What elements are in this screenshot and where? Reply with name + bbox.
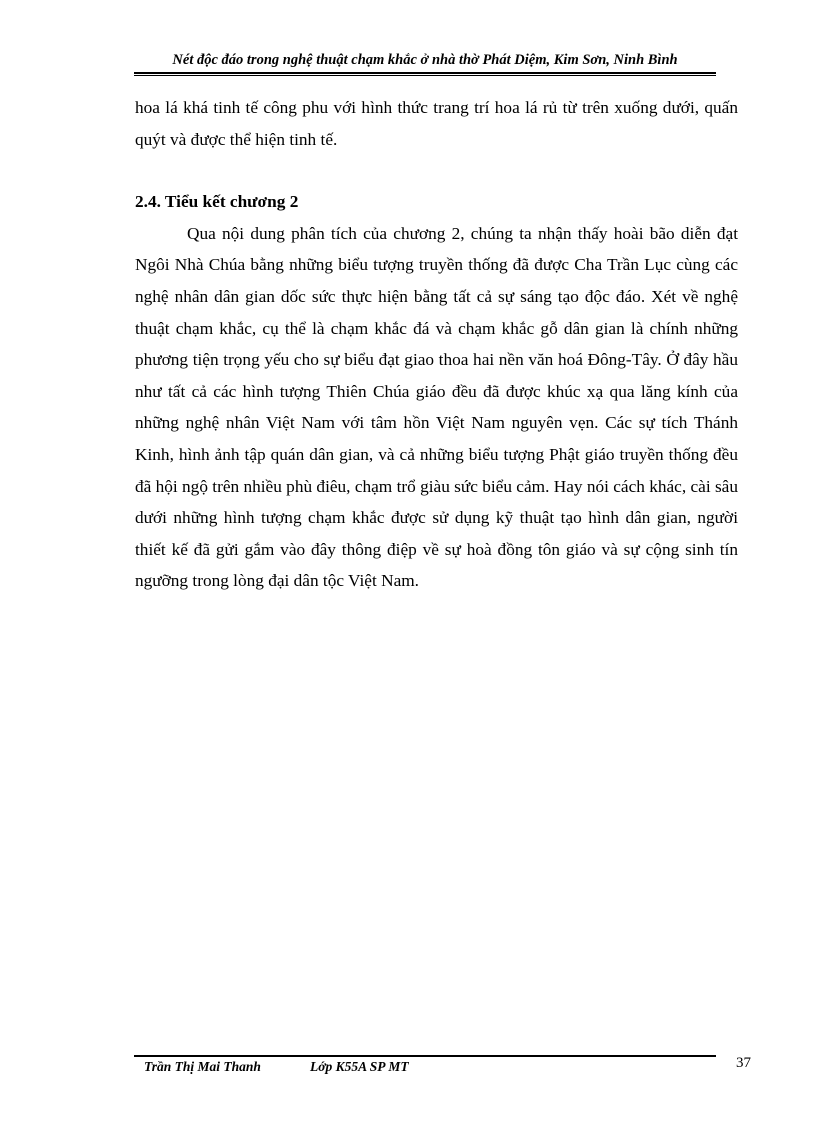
footer-class: Lớp K55A SP MT <box>310 1059 409 1074</box>
footer-divider <box>134 1055 716 1057</box>
header-title: Nét độc đáo trong nghệ thuật chạm khắc ở nhà thờ Phát Diệm, Kim Sơn, Ninh Bình <box>172 52 678 68</box>
paragraph-1: hoa lá khá tinh tế công phu với hình thức trang trí hoa lá rủ từ trên xuống dưới, quấn quýt và được thể hiện tinh tế. <box>135 98 738 149</box>
paragraph-2: Qua nội dung phân tích của chương 2, chúng ta nhận thấy hoài bão diễn đạt Ngôi Nhà Chúa bằng những biểu tượng truyền thống đã được Cha Trần Lục cùng các nghệ nhân dân gian dốc sức thực hiện bằng tất cả sự sáng tạo độc đáo. Xét về nghệ thuật chạm khắc, cụ thể là chạm khắc đá và chạm khắc gỗ dân gian là chính những phương tiện trọng yếu cho sự biểu đạt giao thoa hai nền văn hoá Đông-Tây. Ở đây hầu như tất cả các hình tượng Thiên Chúa giáo đều đã được khúc xạ qua lăng kính của những nghệ nhân Việt Nam với tâm hồn Việt Nam nguyên vẹn. Các sự tích Thánh Kinh, hình ảnh tập quán dân gian, và cả những biểu tượng Phật giáo truyền thống đều đã hội ngộ trên nhiều phù điêu, chạm trổ giàu sức biểu cảm. Hay nói cách khác, cài sâu dưới những hình tượng chạm khắc được sử dụng kỹ thuật tạo hình dân gian, người thiết kế đã gửi gắm vào đây thông điệp về sự hoà đồng tôn giáo và sự cộng sinh tín ngưỡng trong lòng đại dân tộc Việt Nam. <box>135 223 738 591</box>
page-header <box>134 50 716 74</box>
header-divider <box>134 75 716 76</box>
page-body <box>135 92 738 597</box>
section-heading: 2.4. Tiểu kết chương 2 <box>135 192 299 212</box>
footer-author: Trần Thị Mai Thanh <box>144 1059 261 1074</box>
page-number: 37 <box>736 1055 751 1071</box>
